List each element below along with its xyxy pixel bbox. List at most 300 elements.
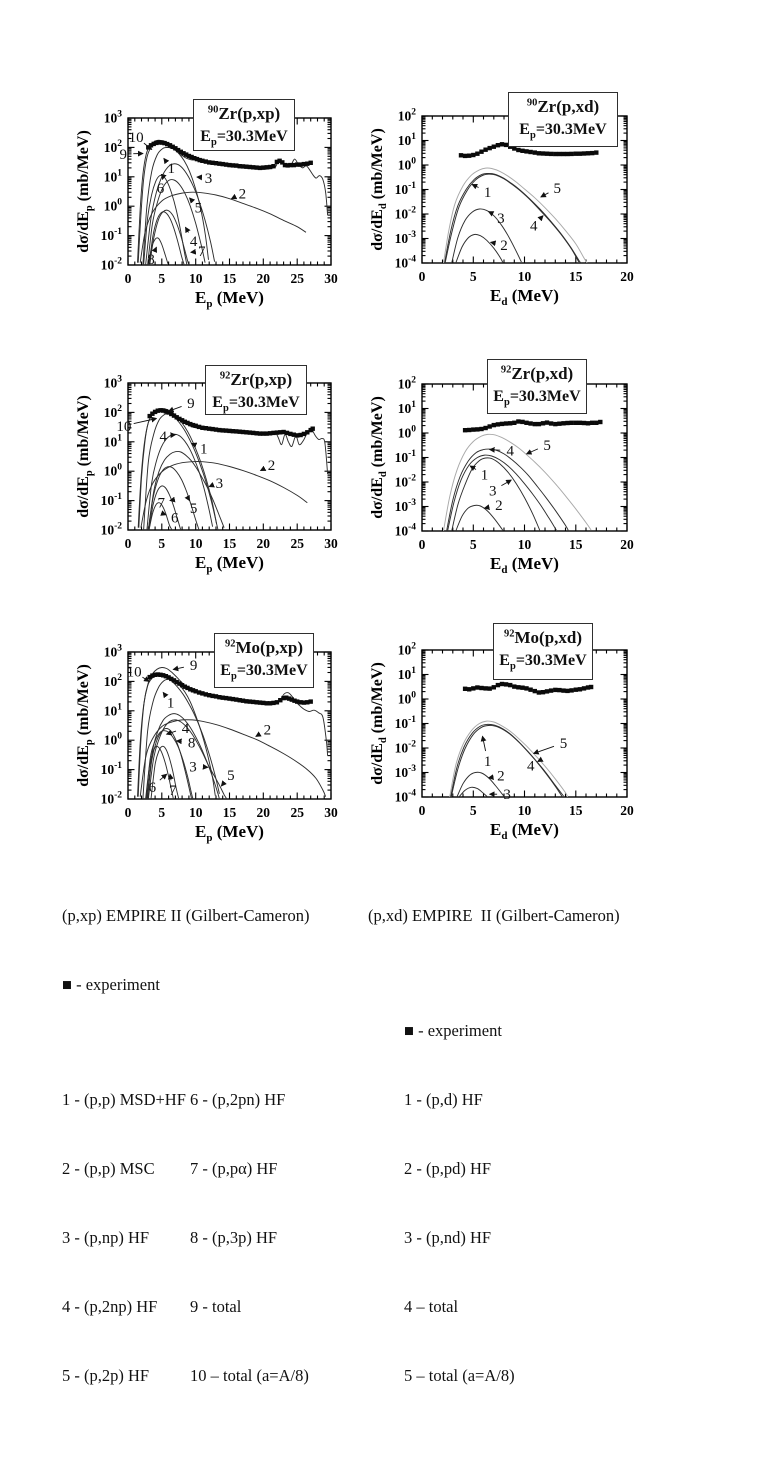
panel-title-zr92-pxd — [487, 359, 587, 414]
panel-title-zr90-pxd — [508, 92, 618, 147]
experiment-marker — [479, 686, 483, 690]
experiment-marker — [504, 682, 508, 686]
curve-label-arrow — [491, 242, 495, 243]
curve-label-6: 6 — [171, 510, 179, 526]
y-tick-label: $10^{-1}$ — [101, 227, 123, 243]
curve-label-3: 3 — [503, 787, 511, 803]
experiment-marker — [492, 423, 496, 427]
y-axis-title: $d\sigma/dE_p$ (mb/MeV) — [75, 395, 95, 518]
curve-label-arrow — [160, 774, 167, 780]
curve-label-arrow — [170, 774, 171, 780]
curve-label-arrow — [169, 406, 182, 411]
experiment-marker — [500, 142, 504, 146]
curve-label-10: 10 — [127, 665, 142, 681]
experiment-marker — [582, 686, 586, 690]
x-axis-title: $E_d$ (MeV) — [490, 286, 559, 308]
experiment-marker — [488, 686, 492, 690]
curve-label-arrow — [221, 783, 224, 786]
y-tick-label: $10^{-1}$ — [101, 761, 123, 777]
y-axis-title: $d\sigma/dE_p$ (mb/MeV) — [75, 664, 95, 787]
x-tick-label: 5 — [470, 537, 477, 552]
experiment-marker — [271, 164, 275, 168]
curve-label-3: 3 — [216, 476, 224, 492]
curve-label-arrow — [232, 198, 234, 199]
y-tick-label: $10^1$ — [104, 433, 123, 449]
experiment-marker — [549, 421, 553, 425]
curve-label-5: 5 — [560, 736, 568, 752]
experiment-marker — [471, 686, 475, 690]
curve-4 — [447, 449, 569, 531]
curve-label-arrow — [134, 419, 157, 424]
x-tick-label: 25 — [290, 805, 304, 820]
y-axis-title: $d\sigma/dE_d$ (mb/MeV) — [369, 128, 389, 251]
experiment-marker — [545, 152, 549, 156]
x-tick-label: 15 — [569, 803, 583, 818]
curve-4 — [150, 210, 189, 265]
curve-label-arrow — [527, 449, 538, 454]
curve-label-arrow — [538, 761, 540, 762]
experiment-marker — [569, 421, 573, 425]
legend-item: 10 – total (a=A/8) — [190, 1364, 309, 1387]
curve-label-4: 4 — [190, 234, 198, 250]
curve-label-9: 9 — [190, 658, 198, 674]
y-tick-label: $10^{-2}$ — [101, 522, 123, 538]
y-tick-label: $10^2$ — [104, 139, 123, 155]
curve-label-1: 1 — [484, 754, 492, 770]
x-tick-label: 30 — [324, 805, 338, 820]
x-tick-label: 0 — [125, 536, 132, 551]
y-tick-label: $10^{-1}$ — [395, 181, 417, 197]
experiment-marker — [512, 684, 516, 688]
x-tick-label: 0 — [419, 537, 426, 552]
y-tick-label: $10^2$ — [104, 404, 123, 420]
y-tick-label: $10^{-3}$ — [395, 498, 417, 514]
y-tick-label: $10^{-4}$ — [395, 789, 417, 805]
experiment-marker — [594, 421, 598, 425]
experiment-marker — [541, 151, 545, 155]
y-axis-title: $d\sigma/dE_d$ (mb/MeV) — [369, 396, 389, 519]
reaction-title: $^{92}$Mo(p,xp) — [215, 636, 313, 660]
curve-label-8: 8 — [147, 252, 155, 268]
experiment-marker — [590, 421, 594, 425]
panel-title-mo92-pxp — [214, 633, 314, 688]
experiment-marker — [488, 424, 492, 428]
curve-label-arrow — [541, 216, 543, 219]
curve-label-6: 6 — [157, 181, 165, 197]
x-axis-title: $E_p$ (MeV) — [195, 553, 264, 575]
curve-label-arrow — [189, 499, 190, 500]
experiment-points — [463, 682, 593, 695]
experiment-marker — [516, 419, 520, 423]
experiment-marker — [578, 152, 582, 156]
curve-label-1: 1 — [200, 441, 208, 457]
x-tick-label: 10 — [189, 536, 203, 551]
curve-label-6: 6 — [149, 780, 157, 796]
experiment-marker — [496, 683, 500, 687]
x-tick-label: 5 — [470, 269, 477, 284]
experiment-marker — [500, 422, 504, 426]
legend-item: 6 - (p,2pn) HF — [190, 1088, 309, 1111]
curve-label-3: 3 — [205, 171, 213, 187]
experiment-marker — [594, 150, 598, 154]
experiment-marker — [483, 148, 487, 152]
experiment-marker — [524, 686, 528, 690]
legend-item: 9 - total — [190, 1295, 309, 1318]
curve-label-4: 4 — [182, 721, 190, 737]
y-axis-title: $d\sigma/dE_p$ (mb/MeV) — [75, 130, 95, 253]
experiment-marker — [520, 686, 524, 690]
experiment-marker — [471, 153, 475, 157]
experiment-marker — [496, 422, 500, 426]
y-tick-label: $10^1$ — [398, 400, 417, 416]
x-tick-label: 20 — [257, 536, 271, 551]
experiment-marker — [574, 152, 578, 156]
experiment-marker — [586, 151, 590, 155]
experiment-marker — [598, 420, 602, 424]
y-tick-label: $10^{-2}$ — [101, 257, 123, 273]
experiment-marker — [479, 427, 483, 431]
experiment-marker — [483, 426, 487, 430]
panel-title-mo92-pxd — [493, 623, 593, 680]
experiment-marker — [533, 689, 537, 693]
y-tick-label: $10^{-4}$ — [395, 523, 417, 539]
experiment-marker — [569, 152, 573, 156]
experiment-marker — [545, 420, 549, 424]
legend-pxp — [62, 858, 309, 1479]
curve-label-arrow — [485, 507, 490, 508]
legend-item: 1 - (p,d) HF — [404, 1088, 620, 1111]
model-curves — [138, 409, 327, 530]
x-tick-label: 20 — [620, 537, 634, 552]
panel-title-zr92-pxp — [205, 365, 307, 415]
experiment-marker — [582, 421, 586, 425]
x-tick-label: 15 — [569, 269, 583, 284]
curve-label-5: 5 — [190, 501, 198, 517]
experiment-marker — [475, 685, 479, 689]
y-tick-label: $10^{-3}$ — [395, 764, 417, 780]
beam-energy: $E_p=30.3MeV$ — [488, 386, 586, 408]
x-tick-label: 5 — [158, 805, 165, 820]
experiment-marker — [549, 688, 553, 692]
experiment-marker — [533, 150, 537, 154]
experiment-marker — [524, 421, 528, 425]
curve-label-4: 4 — [506, 444, 514, 460]
experiment-marker — [516, 148, 520, 152]
experiment-marker — [471, 427, 475, 431]
beam-energy: $E_p=30.3MeV$ — [215, 660, 313, 682]
experiment-marker — [467, 687, 471, 691]
legend-item: 4 – total — [404, 1295, 620, 1318]
experiment-marker — [553, 422, 557, 426]
curve-label-arrow — [501, 480, 511, 486]
experiment-marker — [574, 688, 578, 692]
experiment-marker — [553, 152, 557, 156]
legend-pxd-items — [404, 973, 620, 1433]
y-tick-label: $10^{-2}$ — [101, 791, 123, 807]
curve-label-3: 3 — [497, 211, 505, 227]
y-tick-label: $10^{-2}$ — [395, 474, 417, 490]
experiment-marker — [578, 421, 582, 425]
experiment-marker — [508, 421, 512, 425]
curve-3 — [452, 209, 522, 263]
curve-label-10: 10 — [116, 419, 131, 435]
experiment-marker — [557, 422, 561, 426]
curve-label-1: 1 — [481, 468, 489, 484]
curve-label-arrow — [472, 185, 478, 188]
y-tick-label: $10^3$ — [104, 644, 123, 660]
x-axis-title: $E_d$ (MeV) — [490, 820, 559, 842]
experiment-marker — [483, 686, 487, 690]
x-tick-label: 0 — [125, 271, 132, 286]
curve-label-1: 1 — [167, 696, 175, 712]
x-tick-label: 20 — [620, 269, 634, 284]
panel-title-zr90-pxp — [193, 99, 295, 151]
experiment-marker — [589, 685, 593, 689]
experiment-marker — [516, 685, 520, 689]
experiment-marker — [582, 151, 586, 155]
experiment-marker — [463, 154, 467, 158]
curve-label-arrow — [261, 470, 263, 471]
model-curves — [450, 721, 568, 797]
x-tick-label: 15 — [223, 805, 237, 820]
x-tick-label: 10 — [189, 271, 203, 286]
curve-label-arrow — [186, 227, 189, 232]
experiment-marker — [528, 150, 532, 154]
curve-2 — [141, 462, 307, 528]
x-tick-label: 15 — [223, 536, 237, 551]
x-tick-label: 20 — [620, 803, 634, 818]
curve-label-arrow — [173, 667, 184, 669]
y-tick-label: $10^2$ — [398, 108, 417, 124]
curve-label-8: 8 — [188, 735, 196, 751]
x-tick-label: 0 — [125, 805, 132, 820]
curve-label-arrow — [483, 736, 486, 751]
reaction-title: $^{92}$Mo(p,xd) — [494, 626, 592, 650]
curve-label-arrow — [163, 693, 165, 695]
y-tick-label: $10^3$ — [104, 110, 123, 126]
curve-label-9: 9 — [120, 147, 128, 163]
experiment-marker — [309, 161, 313, 165]
y-tick-label: $10^{-2}$ — [395, 206, 417, 222]
x-axis-title: $E_p$ (MeV) — [195, 822, 264, 844]
y-tick-label: $10^{-1}$ — [395, 449, 417, 465]
legend-item: 3 - (p,np) HF — [62, 1226, 190, 1249]
experiment-marker — [463, 428, 467, 432]
experiment-marker — [524, 149, 528, 153]
legend-pxp-header: (p,xp) EMPIRE II (Gilbert-Cameron) — [62, 904, 309, 927]
curve-label-arrow — [190, 198, 192, 200]
experiment-marker — [500, 682, 504, 686]
y-tick-label: $10^{-3}$ — [395, 230, 417, 246]
x-tick-label: 10 — [518, 803, 532, 818]
curve-1 — [448, 455, 557, 531]
experiment-marker — [578, 687, 582, 691]
experiment-marker — [528, 688, 532, 692]
curve-label-5: 5 — [227, 768, 235, 784]
x-tick-label: 5 — [470, 803, 477, 818]
y-tick-label: $10^1$ — [398, 132, 417, 148]
y-tick-label: $10^2$ — [398, 642, 417, 658]
legend-pxp-columns — [62, 1042, 309, 1433]
y-tick-label: $10^1$ — [104, 702, 123, 718]
experiment-marker — [311, 427, 315, 431]
curve-label-3: 3 — [189, 759, 197, 775]
y-tick-label: $10^{-2}$ — [395, 740, 417, 756]
legend-item: 3 - (p,nd) HF — [404, 1226, 620, 1249]
reaction-title: $^{90}$Zr(p,xd) — [509, 95, 617, 119]
reaction-title: $^{92}$Zr(p,xd) — [488, 362, 586, 386]
x-tick-label: 25 — [290, 271, 304, 286]
x-tick-label: 25 — [290, 536, 304, 551]
legend-item: 8 - (p,3p) HF — [190, 1226, 309, 1249]
curve-label-5: 5 — [543, 438, 551, 454]
curve-label-1: 1 — [168, 161, 176, 177]
curve-label-5: 5 — [195, 201, 203, 217]
curve-label-2: 2 — [500, 238, 508, 254]
curve-label-2: 2 — [264, 723, 272, 739]
experiment-marker — [459, 153, 463, 157]
experiment-marker — [565, 421, 569, 425]
experiment-marker — [565, 689, 569, 693]
beam-energy: $E_p=30.3MeV$ — [206, 392, 306, 414]
legend-item: 7 - (p,pα) HF — [190, 1157, 309, 1180]
experiment-marker — [537, 690, 541, 694]
experiment-marker — [586, 421, 590, 425]
legend-item: 1 - (p,p) MSD+HF — [62, 1088, 190, 1111]
experiment-marker — [569, 688, 573, 692]
x-tick-label: 0 — [419, 803, 426, 818]
x-tick-label: 30 — [324, 536, 338, 551]
experiment-points — [463, 419, 603, 432]
experiment-marker — [504, 421, 508, 425]
curve-label-arrow — [534, 746, 554, 753]
experiment-marker — [549, 152, 553, 156]
curve-label-4: 4 — [530, 219, 538, 235]
x-tick-label: 5 — [158, 271, 165, 286]
experiment-marker — [492, 145, 496, 149]
x-tick-label: 20 — [257, 805, 271, 820]
experiment-marker — [557, 688, 561, 692]
experiment-marker — [463, 687, 467, 691]
model-curves — [444, 168, 588, 263]
x-tick-label: 5 — [158, 536, 165, 551]
legend-pxp-experiment: ■ - experiment — [62, 973, 309, 996]
curve-label-3: 3 — [489, 484, 497, 500]
experiment-marker — [479, 150, 483, 154]
y-tick-label: $10^2$ — [398, 376, 417, 392]
curve-2 — [140, 192, 306, 263]
curve-label-9: 9 — [187, 396, 195, 412]
experiment-marker — [475, 152, 479, 156]
experiment-marker — [565, 152, 569, 156]
x-tick-label: 0 — [419, 269, 426, 284]
experiment-marker — [553, 688, 557, 692]
curve-label-2: 2 — [497, 769, 505, 785]
experiment-marker — [537, 151, 541, 155]
curve-label-10: 10 — [129, 130, 144, 146]
y-tick-label: $10^0$ — [398, 425, 417, 441]
experiment-marker — [561, 688, 565, 692]
x-axis-title: $E_d$ (MeV) — [490, 554, 559, 576]
curve-label-arrow — [541, 193, 549, 197]
experiment-marker — [467, 428, 471, 432]
legend-pxd-header: (p,xd) EMPIRE II (Gilbert-Cameron) — [368, 904, 620, 927]
beam-energy: $E_p=30.3MeV$ — [194, 126, 294, 148]
y-tick-label: $10^0$ — [104, 732, 123, 748]
curve-label-arrow — [256, 735, 259, 737]
experiment-marker — [561, 152, 565, 156]
y-tick-label: $10^0$ — [104, 198, 123, 214]
x-tick-label: 15 — [569, 537, 583, 552]
y-tick-label: $10^{-1}$ — [101, 492, 123, 508]
y-axis-title: $d\sigma/dE_d$ (mb/MeV) — [369, 662, 389, 785]
beam-energy: $E_p=30.3MeV$ — [494, 650, 592, 672]
curve-label-2: 2 — [495, 498, 503, 514]
y-tick-label: $10^{-1}$ — [395, 715, 417, 731]
experiment-marker — [541, 690, 545, 694]
x-tick-label: 10 — [189, 805, 203, 820]
experiment-marker — [574, 421, 578, 425]
experiment-marker — [545, 689, 549, 693]
experiment-marker — [488, 146, 492, 150]
legend-pxd-experiment: ■ - experiment — [404, 1019, 620, 1042]
y-tick-label: $10^0$ — [398, 691, 417, 707]
experiment-marker — [528, 421, 532, 425]
reaction-title: $^{92}$Zr(p,xp) — [206, 368, 306, 392]
curve-2 — [456, 234, 503, 263]
legend-item: 5 – total (a=A/8) — [404, 1364, 620, 1387]
y-tick-label: $10^{-4}$ — [395, 255, 417, 271]
curve-label-4: 4 — [527, 759, 535, 775]
experiment-marker — [512, 421, 516, 425]
experiment-marker — [541, 421, 545, 425]
y-tick-label: $10^1$ — [398, 666, 417, 682]
x-tick-label: 20 — [257, 271, 271, 286]
experiment-marker — [508, 683, 512, 687]
x-tick-label: 15 — [223, 271, 237, 286]
x-tick-label: 30 — [324, 271, 338, 286]
curve-1 — [144, 413, 217, 530]
experiment-marker — [557, 152, 561, 156]
experiment-marker — [496, 143, 500, 147]
legend-pxp-col1 — [62, 1042, 190, 1433]
experiment-marker — [520, 420, 524, 424]
legend-item: 2 - (p,p) MSC — [62, 1157, 190, 1180]
model-curves — [138, 140, 328, 265]
curve-label-arrow — [155, 247, 156, 250]
x-axis-title: $E_p$ (MeV) — [195, 288, 264, 310]
legend-item: 2 - (p,pd) HF — [404, 1157, 620, 1180]
reaction-title: $^{90}$Zr(p,xp) — [194, 102, 294, 126]
model-curves — [444, 434, 592, 531]
beam-energy: $E_p=30.3MeV$ — [509, 119, 617, 141]
experiment-marker — [590, 151, 594, 155]
legend-item: 5 - (p,2p) HF — [62, 1364, 190, 1387]
experiment-marker — [561, 421, 565, 425]
y-tick-label: $10^3$ — [104, 375, 123, 391]
experiment-marker — [475, 427, 479, 431]
experiment-marker — [492, 685, 496, 689]
curve-label-5: 5 — [554, 181, 562, 197]
y-tick-label: $10^0$ — [104, 463, 123, 479]
curve-label-arrow — [490, 450, 501, 451]
experiment-marker — [467, 154, 471, 158]
experiment-marker — [533, 422, 537, 426]
curve-label-7: 7 — [157, 496, 165, 512]
curve-label-4: 4 — [159, 429, 167, 445]
legend-pxd — [368, 858, 620, 1479]
curve-label-arrow — [164, 159, 165, 161]
